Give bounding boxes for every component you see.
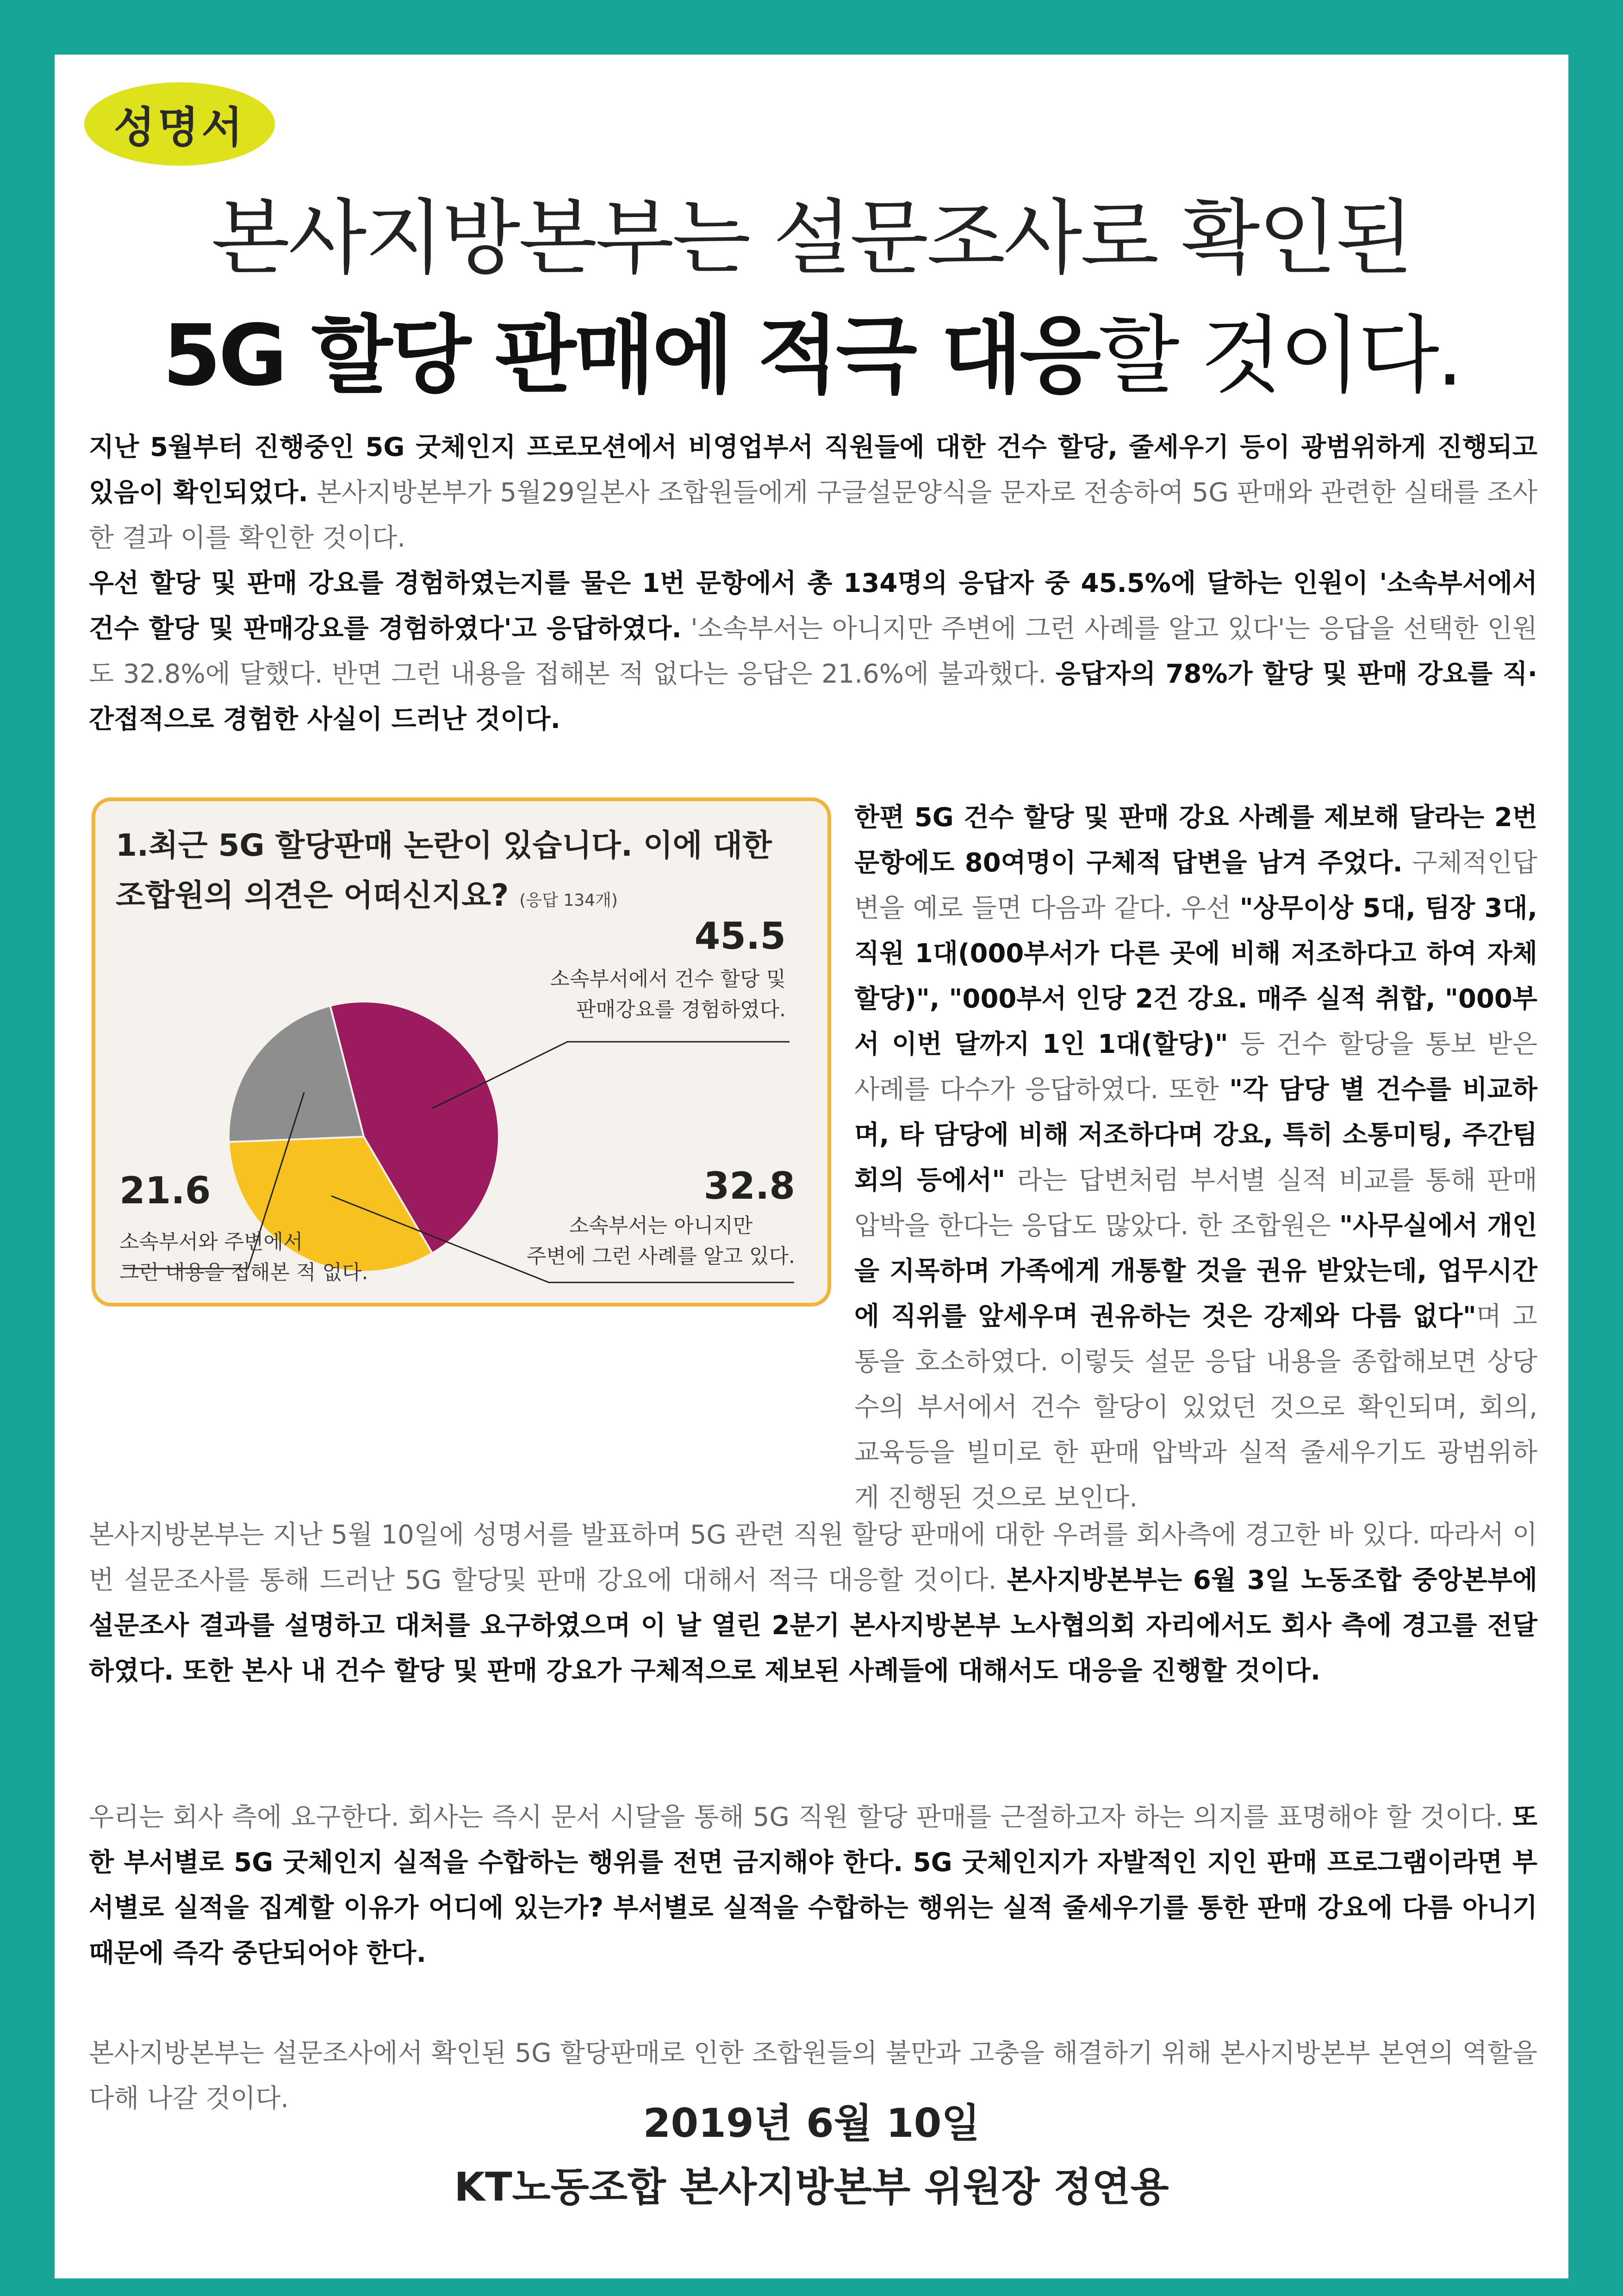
text-normal: 구체적인답변을 예로 들면 다음과 같다. 우선 <box>854 848 1537 923</box>
text-normal: 등 건수 할당을 통보 받은 사례를 다수가 응답하였다. 또한 <box>854 1029 1537 1105</box>
text-bold: 또한 부서별로 5G 굿체인지 실적을 수합하는 행위를 전면 금지해야 한다. 5G 굿체인지가 자발적인 지인 판매 프로그램이라면 부서별로 실적을 집계할 이유가 어디에 있는가? 부서별로 실적을 수합하는 행위는 실적 줄세우기를 통한 판매 강요에 다름 아니기 때문에 즉각 중단되어야 한다. <box>89 1802 1537 1968</box>
text-bold: "각 담당 별 건수를 비교하며, 타 담당에 비해 저조하다며 강요, 특히 소통미팅, 주간팀회의 등에서" <box>854 1075 1537 1195</box>
paragraph-demand <box>89 1795 1537 1976</box>
paragraph-cases <box>854 795 1537 1521</box>
slice-label-3-line1: 소속부서와 주변에서 <box>119 1230 303 1254</box>
text-normal: 라는 답변처럼 부서별 실적 비교를 통해 판매 압박을 한다는 응답도 많았다. 한 조합원은 <box>854 1165 1537 1241</box>
slice-label-3 <box>119 1227 368 1288</box>
slice-label-1-line1: 소속부서에서 건수 할당 및 <box>550 967 786 991</box>
statement-date: 2019년 6월 10일 <box>643 2100 980 2147</box>
headline-line1: 본사지방본부는 설문조사로 확인된 <box>211 191 1412 286</box>
headline-tail: 할 것이다. <box>1098 306 1461 404</box>
slice-value-1: 45.5 <box>694 915 786 958</box>
statement-badge: 성명서 <box>84 82 275 166</box>
text-bold: 본사지방본부는 6월 3일 노동조합 중앙본부에 설문조사 결과를 설명하고 대처를 요구하였으며 이 날 열린 2분기 본사지방본부 노사협의회 자리에서도 회사 측에 경고를 전달하였다. 또한 본사 내 건수 할당 및 판매 강요가 구체적으로 제보된 사례들에 대해서도 대응을 진행할 것이다. <box>89 1565 1537 1686</box>
headline-emphasis: 5G 할당 판매에 적극 대응 <box>162 306 1098 404</box>
slice-label-1 <box>550 964 786 1025</box>
text-normal: 본사지방본부는 설문조사에서 확인된 5G 할당판매로 인한 조합원들의 불만과 고충을 해결하기 위해 본사지방본부 본연의 역할을 다해 나갈 것이다. <box>89 2038 1537 2114</box>
text-bold: 우선 할당 및 판매 강요를 경험하였는지를 물은 1번 문항에서 총 134명의 응답자 중 45.5%에 달하는 인원이 '소속부서에서 건수 할당 및 판매강요를 경험하였다'고 응답하였다. <box>89 568 1537 644</box>
text-bold: "상무이상 5대, 팀장 3대, 직원 1대(000부서가 다른 곳에 비해 저조하다고 하여 자체 할당)", "000부서 인당 2건 강요. 매주 실적 취합, "000부서 이번 달까지 1인 1대(할당)" <box>854 893 1537 1059</box>
slice-label-2-line2: 주변에 그런 사례를 알고 있다. <box>527 1244 795 1268</box>
slice-label-3-line2: 그런 내용을 접해본 적 없다. <box>119 1261 368 1284</box>
chart-subtitle: (응답 134개) <box>519 891 618 910</box>
paragraph-response <box>89 1512 1537 1694</box>
slice-label-2-line1: 소속부서는 아니지만 <box>569 1214 753 1238</box>
statement-signature: KT노동조합 본사지방본부 위원장 정연용 <box>454 2164 1169 2210</box>
headline-line2 <box>55 288 1568 409</box>
text-normal: '소속부서는 아니지만 주변에 그런 사례를 알고 있다'는 응답을 선택한 인원도 32.8%에 달했다. 반면 그런 내용을 접해본 적 없다는 응답은 21.6%에 불과했다. <box>89 614 1537 689</box>
text-bold: "사무실에서 개인을 지목하며 가족에게 개통할 것을 권유 받았는데, 업무시간에 직위를 앞세우며 권유하는 것은 강제와 다름 없다" <box>854 1211 1537 1332</box>
slice-label-2 <box>527 1211 795 1272</box>
slice-value-3: 21.6 <box>119 1169 211 1212</box>
slice-label-1-line2: 판매강요를 경험하였다. <box>576 998 786 1021</box>
slice-value-2: 32.8 <box>703 1164 795 1207</box>
chart-title: 1.최근 5G 할당판매 논란이 있습니다. 이에 대한 조합원의 의견은 어떠신지요? <box>116 828 772 913</box>
text-normal: 본사지방본부가 5월29일본사 조합원들에게 구글설문양식을 문자로 전송하여 5G 판매와 관련한 실태를 조사한 결과 이를 확인한 것이다. <box>89 478 1537 553</box>
pie-chart-panel <box>92 797 831 1307</box>
text-bold: 응답자의 78%가 할당 및 판매 강요를 직·간접적으로 경험한 사실이 드러난 것이다. <box>89 659 1537 734</box>
statement-page <box>55 55 1568 2278</box>
text-normal: 우리는 회사 측에 요구한다. 회사는 즉시 문서 시달을 통해 5G 직원 할당 판매를 근절하고자 하는 의지를 표명해야 할 것이다. <box>89 1802 1512 1832</box>
text-bold: 지난 5월부터 진행중인 5G 굿체인지 프로모션에서 비영업부서 직원들에 대한 건수 할당, 줄세우기 등이 광범위하게 진행되고 있음이 확인되었다. <box>89 432 1537 508</box>
text-bold: 한편 5G 건수 할당 및 판매 강요 사례를 제보해 달라는 2번 문항에도 80여명이 구체적 답변을 남겨 주었다. <box>854 803 1537 878</box>
text-normal: 며 고통을 호소하였다. 이렇듯 설문 응답 내용을 종합해보면 상당수의 부서에서 건수 할당이 있었던 것으로 확인되며, 회의, 교육등을 빌미로 한 판매 압박과 실적 줄세우기도 광범위하게 진행된 것으로 보인다. <box>854 1301 1537 1513</box>
paragraph-survey-intro <box>89 425 1537 742</box>
text-normal: 본사지방본부는 지난 5월 10일에 성명서를 발표하며 5G 관련 직원 할당 판매에 대한 우려를 회사측에 경고한 바 있다. 따라서 이번 설문조사를 통해 드러난 5G 할당및 판매 강요에 대해서 적극 대응할 것이다. <box>89 1520 1537 1595</box>
